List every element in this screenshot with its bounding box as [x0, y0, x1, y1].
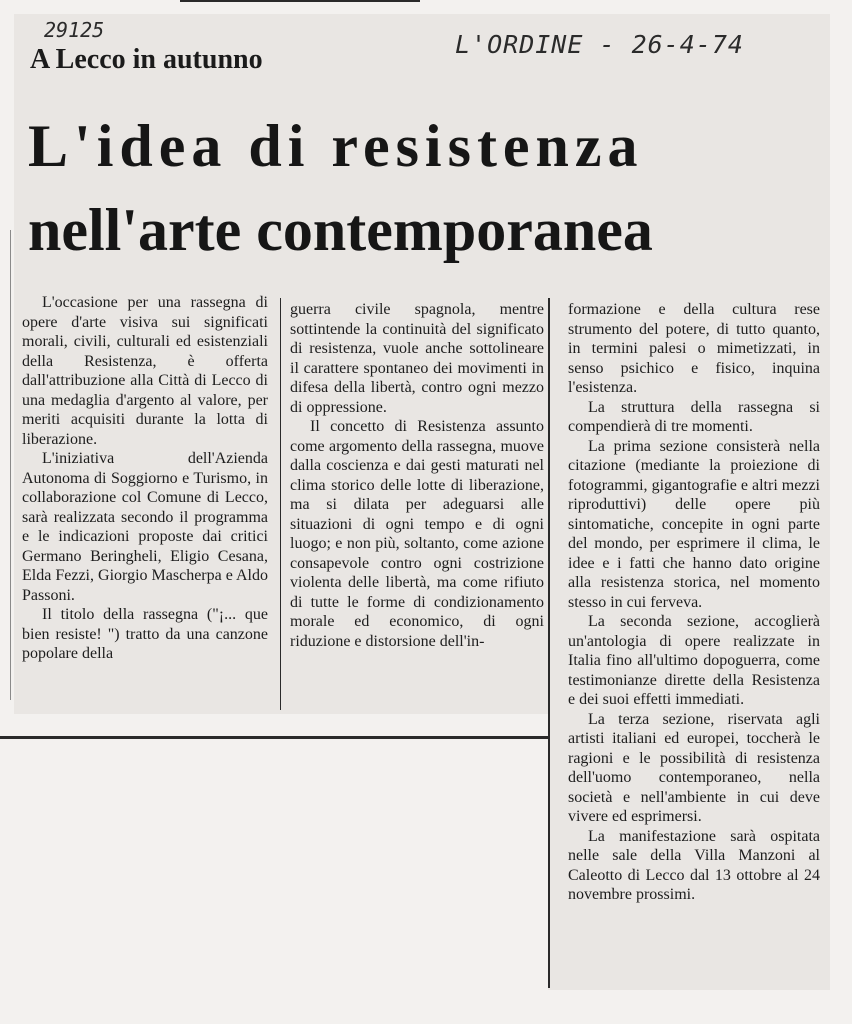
- column-divider-2: [548, 298, 550, 988]
- headline-line-1: L'idea di resistenza: [28, 113, 644, 179]
- paragraph: formazione e della cultura rese strumento del potere, di tutto quanto, in termini palesi o mimetizzati, in senso psichico e fisico, inquina l'esistenza.: [568, 301, 820, 396]
- bottom-rule: [0, 736, 548, 739]
- article-column-2: [290, 300, 544, 651]
- article-kicker: A Lecco in autunno: [30, 44, 263, 75]
- headline-line-2: nell'arte contemporanea: [28, 197, 653, 263]
- paragraph: guerra civile spagnola, mentre sottintende la continuità del significato di resistenza, vuole anche sottolineare il carattere spontaneo dei movimenti in difesa della libertà, contro ogni mezzo di oppressione.: [290, 301, 544, 416]
- article-column-1: [22, 293, 268, 664]
- paragraph: L'iniziativa dell'Azienda Autonoma di Soggiorno e Turismo, in collaborazione col Comune di Lecco, sarà realizzata secondo il programma e le indicazioni proposte dai critici Germano Beringheli, Eligio Cesana, Elda Fezzi, Giorgio Mascherpa e Aldo Passoni.: [22, 450, 268, 604]
- paragraph: La terza sezione, riservata agli artisti italiani ed europei, toccherà le ragioni e le possibilità di resistenza dell'uomo contemporaneo, nella società e nell'ambiente in cui deve vivere ed esprimersi.: [568, 710, 820, 825]
- top-rule: [180, 0, 420, 2]
- paragraph: L'occasione per una rassegna di opere d'arte visiva sui significati morali, civili, culturali ed esistenziali della Resistenza, è offerta dall'attribuzione alla Città di Lecco di una medaglia d'argento al valore, per meriti acquisiti durante la lotta di liberazione.: [22, 294, 268, 448]
- left-edge-rule: [10, 230, 11, 700]
- paragraph: La struttura della rassegna si compendierà di tre momenti.: [568, 398, 820, 435]
- column-divider-1: [280, 298, 281, 710]
- paragraph: Il concetto di Resistenza assunto come argomento della rassegna, muove dalla coscienza e dai gesti maturati nel clima storico delle lotte di liberazione, ma si dilata per adeguarsi alle situazioni di ogni tempo e di ogni luogo; e non più, soltanto, come azione consapevole contro ogni costrizione violenta delle libertà, ma come rifiuto di tutte le forme di condizionamento morale ed economico, di ogni riduzione e distorsione dell'in-: [290, 418, 544, 650]
- handwritten-archive-number: 29125: [44, 18, 105, 42]
- paragraph: La prima sezione consisterà nella citazione (mediante la proiezione di fotogrammi, gigantografie e altri mezzi riproduttivi) delle opere più sintomatiche, concepite in ogni parte del mondo, per esprimere il clima, le idee e i fatti che hanno dato origine alla resistenza storica, nel momento stesso in cui ferveva.: [568, 437, 820, 611]
- paragraph: La manifestazione sarà ospitata nelle sale della Villa Manzoni al Caleotto di Lecco dal 13 ottobre al 24 novembre prossimi.: [568, 827, 820, 903]
- paragraph: Il titolo della rassegna ("¡... que bien resiste! ") tratto da una canzone popolare della: [22, 606, 268, 662]
- handwritten-source-date: L'ORDINE - 26-4-74: [455, 30, 744, 59]
- paragraph: La seconda sezione, accoglierà un'antologia di opere realizzate in Italia fino all'ultimo dopoguerra, come testimonianze dirette della Resistenza e dei suoi effetti immediati.: [568, 613, 820, 708]
- article-column-3: [568, 300, 820, 905]
